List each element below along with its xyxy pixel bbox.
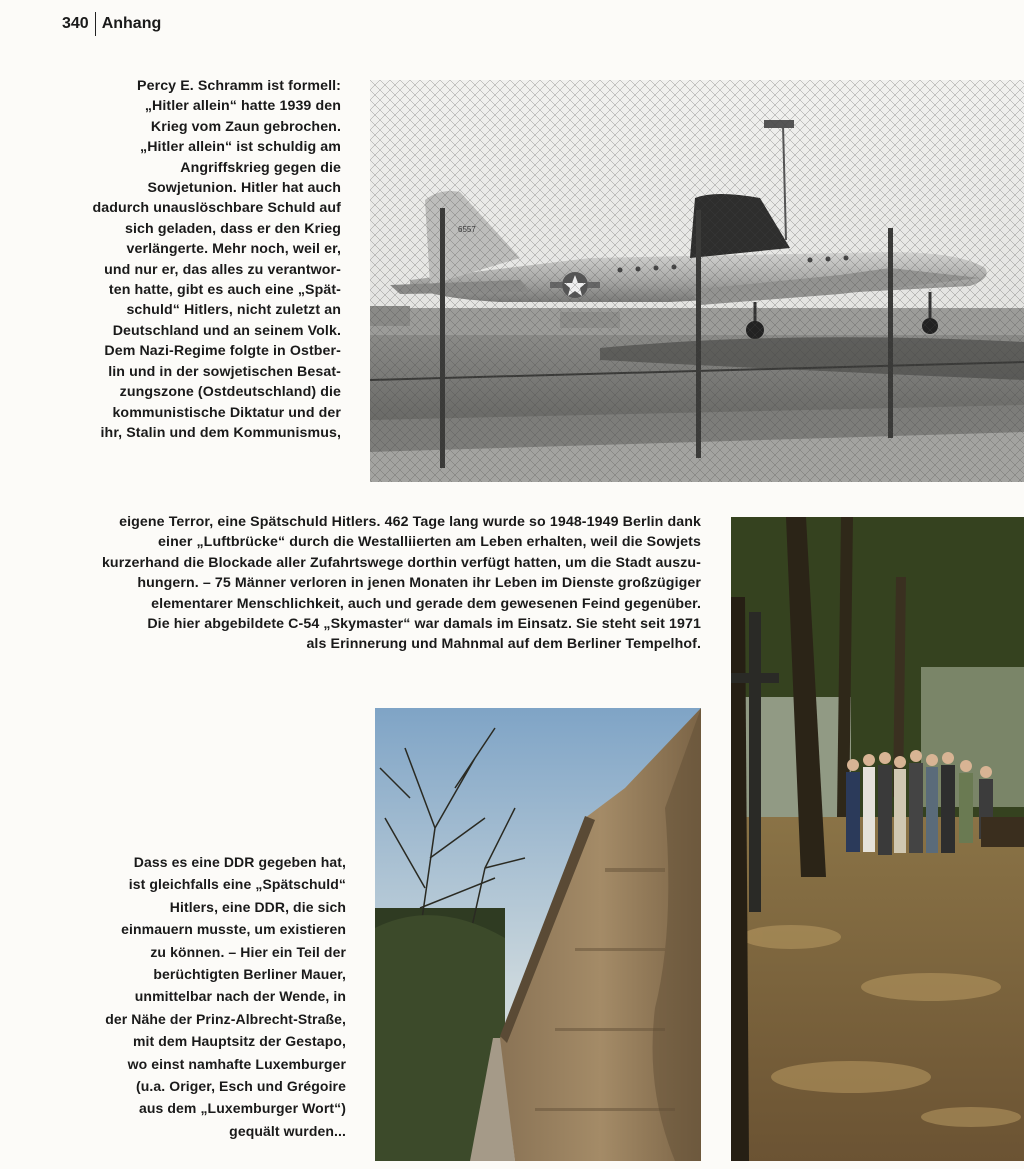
page-number: 340 bbox=[62, 12, 96, 36]
airlift-caption bbox=[41, 76, 341, 443]
caption-line: „Hitler allein“ hatte 1939 den bbox=[144, 98, 341, 115]
wall-caption bbox=[46, 851, 346, 1142]
airplane-photo bbox=[370, 80, 1024, 482]
caption-line: Die hier abgebildete C-54 „Skymaster“ war damals im Einsatz. Sie steht seit 1971 bbox=[147, 616, 701, 633]
caption-line: lin und in der sowjetischen Besat- bbox=[108, 363, 341, 380]
caption-line: Sowjetunion. Hitler hat auch bbox=[147, 180, 341, 197]
berlin-wall-photo bbox=[375, 708, 701, 1161]
caption-line: wo einst namhafte Luxemburger bbox=[127, 1055, 346, 1072]
caption-line: mit dem Hauptsitz der Gestapo, bbox=[132, 1033, 346, 1050]
caption-line: ist gleichfalls eine „Spätschuld“ bbox=[128, 876, 346, 893]
caption-line: sich geladen, dass er den Krieg bbox=[125, 220, 341, 237]
caption-line: der Nähe der Prinz-Albrecht-Straße, bbox=[105, 1010, 346, 1027]
caption-line: (u.a. Origer, Esch und Grégoire bbox=[135, 1078, 346, 1095]
caption-line: elementarer Menschlichkeit, auch und gerade dem gewesenen Feind gegenüber. bbox=[151, 595, 701, 612]
caption-line: als Erinnerung und Mahnmal auf dem Berliner Tempelhof. bbox=[306, 636, 701, 653]
caption-line: gequält wurden... bbox=[229, 1122, 346, 1139]
caption-line: kommunistische Diktatur und der bbox=[112, 404, 341, 421]
caption-line: unmittelbar nach der Wende, in bbox=[134, 988, 346, 1005]
caption-line: Hitlers, eine DDR, die sich bbox=[169, 898, 346, 915]
caption-line: Angriffskrieg gegen die bbox=[180, 159, 341, 176]
caption-line: hungern. – 75 Männer verloren in jenen Monaten ihr Leben im Dienste großzügiger bbox=[137, 575, 701, 592]
caption-line: und nur er, das alles zu verantwor- bbox=[104, 261, 341, 278]
caption-line: eigene Terror, eine Spätschuld Hitlers. 462 Tage lang wurde so 1948-1949 Berlin dank bbox=[119, 514, 701, 530]
caption-line: zu können. – Hier ein Teil der bbox=[150, 943, 346, 960]
caption-line: aus dem „Luxemburger Wort“) bbox=[138, 1100, 346, 1117]
caption-line: Krieg vom Zaun gebrochen. bbox=[150, 118, 341, 135]
caption-line: kurzerhand die Blockade aller Zufahrtswege dorthin verfügt hatten, um die Stadt auszu- bbox=[101, 554, 701, 571]
caption-line: Dass es eine DDR gegeben hat, bbox=[133, 854, 346, 870]
caption-line: einer „Luftbrücke“ durch die Westalliierten am Leben erhalten, weil die Sowjets bbox=[158, 534, 701, 551]
memorial-park-photo bbox=[731, 517, 1024, 1161]
caption-line: berüchtigten Berliner Mauer, bbox=[153, 966, 346, 983]
caption-line: einmauern musste, um existieren bbox=[121, 921, 346, 938]
caption-line: Deutschland und an seinem Volk. bbox=[112, 322, 341, 339]
caption-line: dadurch unauslöschbare Schuld auf bbox=[92, 200, 341, 217]
caption-line: ihr, Stalin und dem Kommunismus, bbox=[100, 424, 341, 441]
caption-line: ten hatte, gibt es auch eine „Spät- bbox=[108, 282, 341, 299]
caption-line: „Hitler allein“ ist schuldig am bbox=[140, 139, 341, 156]
airlift-caption-continued bbox=[61, 443, 701, 655]
caption-line: Percy E. Schramm ist formell: bbox=[137, 78, 341, 94]
caption-line: schuld“ Hitlers, nicht zuletzt an bbox=[126, 302, 341, 319]
page-header bbox=[62, 10, 161, 38]
section-title: Anhang bbox=[101, 15, 162, 32]
caption-line: verlängerte. Mehr noch, weil er, bbox=[126, 241, 341, 258]
caption-line: zungszone (Ostdeutschland) die bbox=[119, 384, 341, 401]
caption-line: Dem Nazi-Regime folgte in Ostber- bbox=[104, 343, 341, 360]
